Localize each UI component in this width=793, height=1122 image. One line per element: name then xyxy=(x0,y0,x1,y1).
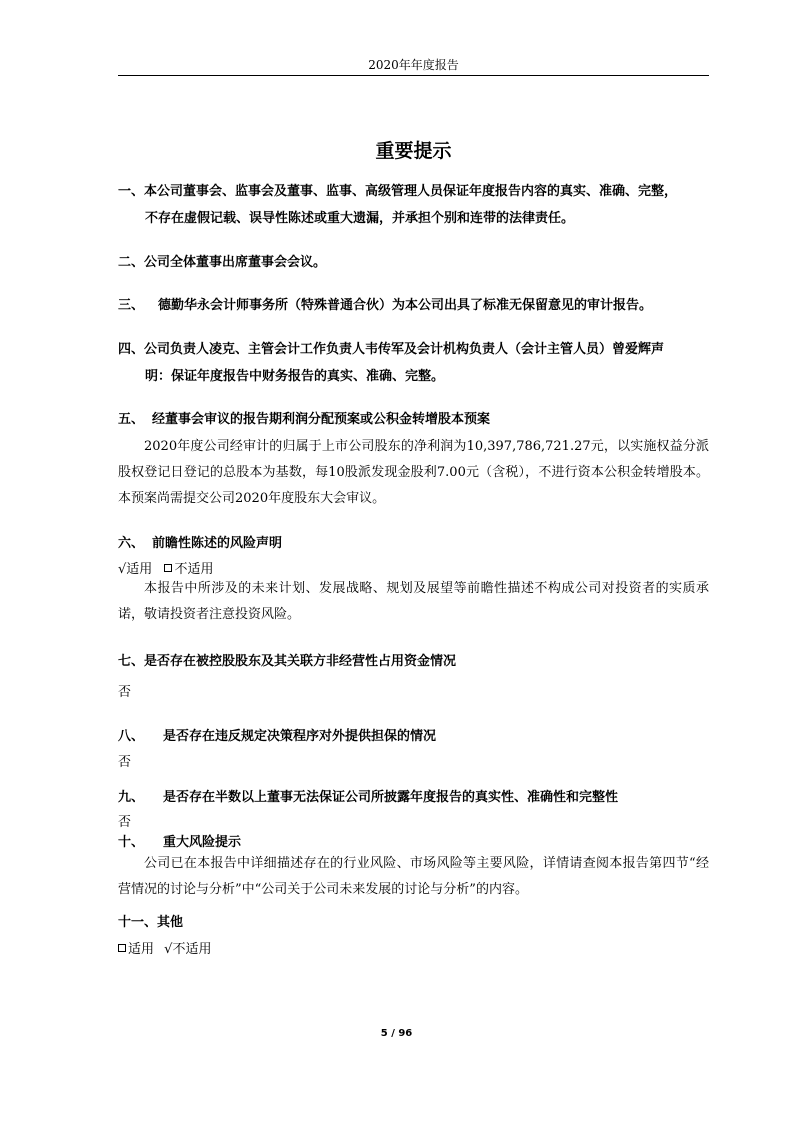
section-6-heading: 前瞻性陈述的风险声明 xyxy=(152,536,283,551)
section-7-answer: 否 xyxy=(118,685,132,700)
section-11-options xyxy=(118,938,211,957)
section-5-heading: 经董事会审议的报告期利润分配预案或公积金转增股本预案 xyxy=(152,412,491,427)
option-not-applicable xyxy=(164,562,213,577)
section-8-number: 八、 xyxy=(118,729,145,744)
header-rule xyxy=(118,75,709,76)
option-applicable xyxy=(118,942,154,957)
checkbox-empty-icon xyxy=(164,564,172,572)
option-applicable-label: 适用 xyxy=(128,942,155,957)
section-10-number: 十、 xyxy=(118,835,145,850)
section-3-heading: 德勤华永会计师事务所（特殊普通合伙）为本公司出具了标准无保留意见的审计报告。 xyxy=(158,298,653,313)
section-2-heading: 二、公司全体董事出席董事会会议。 xyxy=(118,255,327,270)
section-9-heading: 是否存在半数以上董事无法保证公司所披露年度报告的真实性、准确性和完整性 xyxy=(163,790,619,805)
section-10-body: 公司已在本报告中详细描述存在的行业风险、市场风险等主要风险，详情请查阅本报告第四节“经营情况的讨论与分析”中“公司关于公司未来发展的讨论与分析”的内容。 xyxy=(118,856,709,897)
section-5-number: 五、 xyxy=(118,412,145,427)
section-6-options xyxy=(118,558,213,577)
section-4-line-1: 四、公司负责人凌克、主管会计工作负责人韦传军及会计机构负责人（会计主管人员）曾爱辉声 xyxy=(118,342,665,357)
section-11-heading: 十一、其他 xyxy=(118,915,184,930)
section-10-heading: 重大风险提示 xyxy=(163,835,242,850)
section-7-heading: 七、是否存在被控股股东及其关联方非经营性占用资金情况 xyxy=(118,654,457,669)
section-9-number: 九、 xyxy=(118,790,145,805)
option-not-applicable-label: 不适用 xyxy=(174,562,214,577)
section-6-number: 六、 xyxy=(118,536,145,551)
section-8-heading: 是否存在违反规定决策程序对外提供担保的情况 xyxy=(163,729,437,744)
section-1-line-2: 不存在虚假记载、误导性陈述或重大遗漏，并承担个别和连带的法律责任。 xyxy=(145,211,575,226)
section-5-body: 2020年度公司经审计的归属于上市公司股东的净利润为10,397,786,721.27元，以实施权益分派股权登记日登记的总股本为基数，每10股派发现金股利7.00元（含税），不进行资本公积金转增股本。本预案尚需提交公司2020年度股东大会审议。 xyxy=(118,439,709,506)
page-title: 重要提示 xyxy=(375,140,452,162)
section-4-line-2: 明：保证年度报告中财务报告的真实、准确、完整。 xyxy=(145,369,445,384)
option-not-applicable-checked: √不适用 xyxy=(164,942,212,957)
page-header: 2020年年度报告 xyxy=(368,58,459,72)
section-9-answer: 否 xyxy=(118,815,132,830)
page-number: 5 / 96 xyxy=(380,1028,413,1039)
option-applicable-checked: √适用 xyxy=(118,562,153,577)
checkbox-empty-icon xyxy=(118,944,126,952)
section-8-answer: 否 xyxy=(118,755,132,770)
section-3-number: 三、 xyxy=(118,298,145,313)
section-6-body: 本报告中所涉及的未来计划、发展战略、规划及展望等前瞻性描述不构成公司对投资者的实质承诺，敬请投资者注意投资风险。 xyxy=(118,581,709,622)
section-1-line-1: 一、本公司董事会、监事会及董事、监事、高级管理人员保证年度报告内容的真实、准确、完整， xyxy=(118,184,678,199)
